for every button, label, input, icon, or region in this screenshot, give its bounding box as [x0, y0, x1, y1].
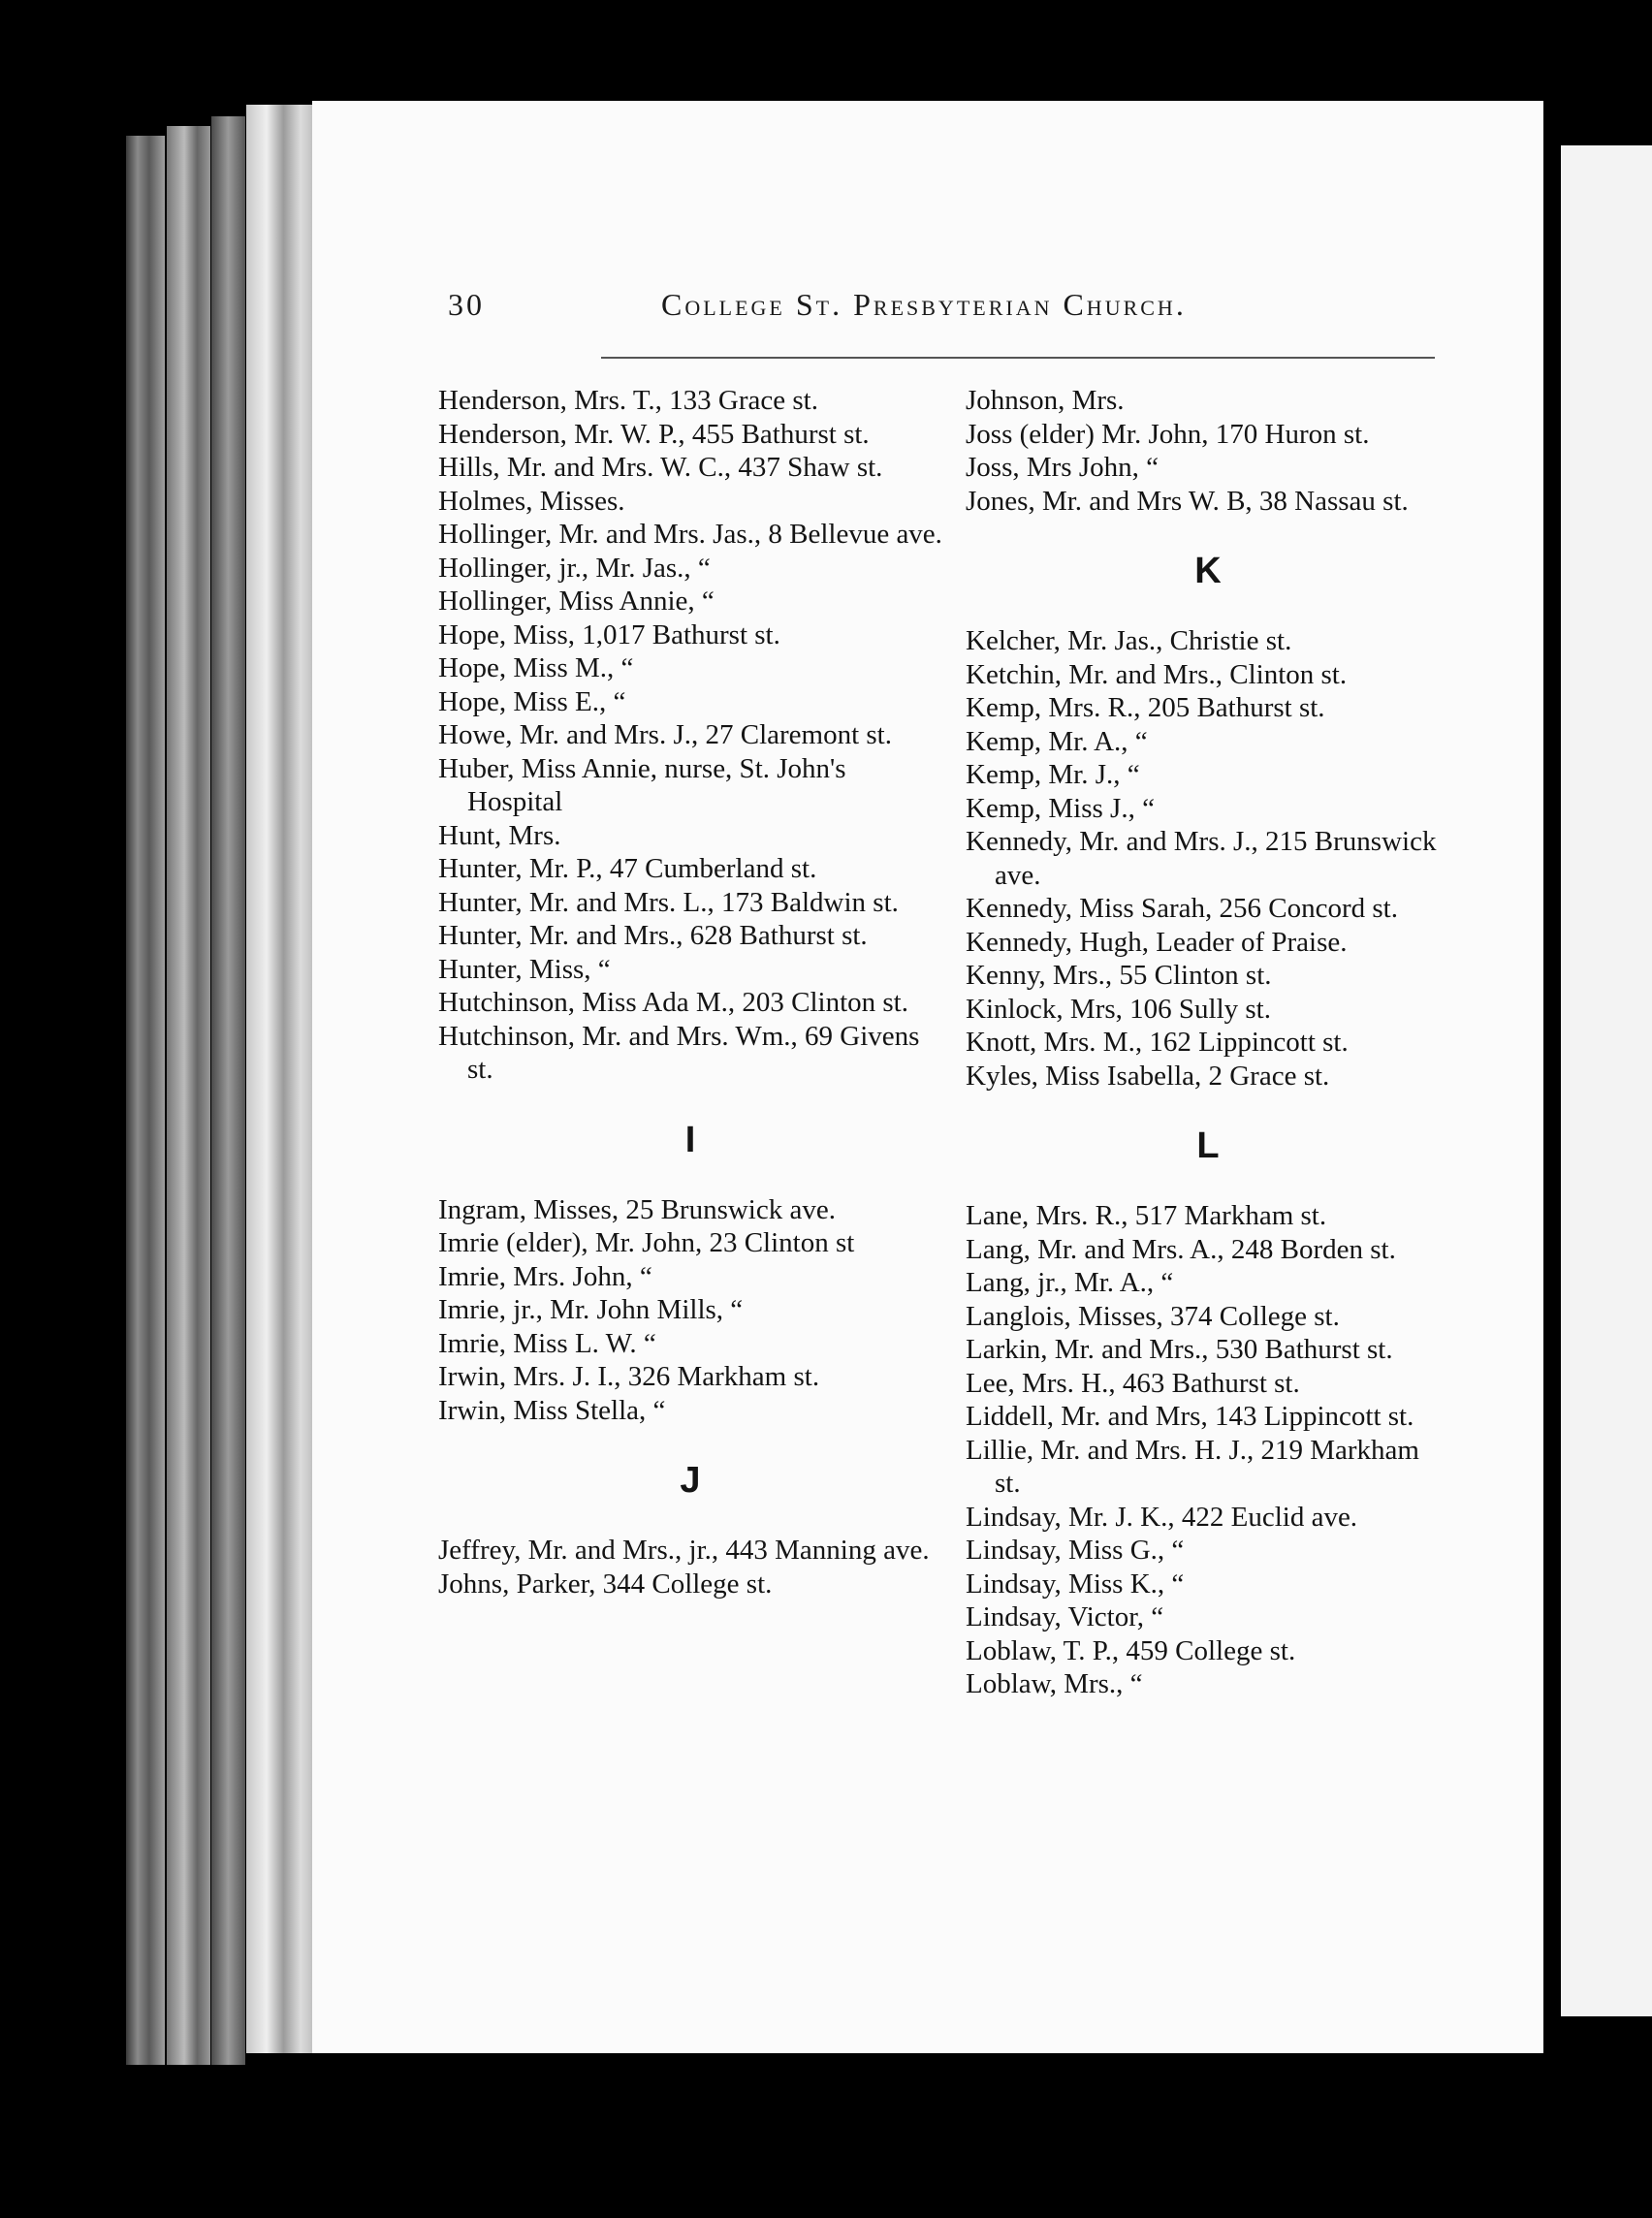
- directory-entry: Huber, Miss Annie, nurse, St. John's Hospital: [438, 752, 846, 817]
- directory-entry: Kinlock, Mrs, 106 Sully st.: [966, 993, 1271, 1025]
- directory-entry: Hollinger, Miss Annie, “: [438, 586, 715, 617]
- directory-entry: Holmes, Misses.: [438, 485, 625, 517]
- directory-entry: Lindsay, Mr. J. K., 422 Euclid ave.: [966, 1501, 1358, 1533]
- directory-entry: Howe, Mr. and Mrs. J., 27 Claremont st.: [438, 719, 892, 750]
- directory-entry: Johns, Parker, 344 College st.: [438, 1568, 773, 1600]
- directory-entry: Loblaw, T. P., 459 College st.: [966, 1634, 1296, 1666]
- directory-entry: Kemp, Mr. J., “: [966, 759, 1140, 790]
- directory-entry: Lindsay, Miss G., “: [966, 1535, 1185, 1566]
- directory-entry: Liddell, Mr. and Mrs, 143 Lippincott st.: [966, 1401, 1414, 1432]
- directory-entry: Hollinger, Mr. and Mrs. Jas., 8 Bellevue ave.: [438, 519, 942, 550]
- directory-entry: Kennedy, Miss Sarah, 256 Concord st.: [966, 893, 1398, 924]
- directory-entry: Irwin, Mrs. J. I., 326 Markham st.: [438, 1361, 820, 1392]
- directory-entry: Lindsay, Miss K., “: [966, 1568, 1185, 1600]
- facing-page-edge: [1561, 145, 1652, 2016]
- directory-entry: Henderson, Mrs. T., 133 Grace st.: [438, 385, 818, 416]
- directory-entry: Hunter, Mr. and Mrs. L., 173 Baldwin st.: [438, 886, 899, 918]
- directory-entry: Hutchinson, Mr. and Mrs. Wm., 69 Givens st.: [438, 1020, 920, 1085]
- section-letter: J: [680, 1460, 701, 1501]
- directory-entry: Henderson, Mr. W. P., 455 Bathurst st.: [438, 418, 870, 450]
- directory-entry: Imrie, Miss L. W. “: [438, 1327, 656, 1359]
- directory-entry: Lindsay, Victor, “: [966, 1601, 1164, 1632]
- directory-entry: Larkin, Mr. and Mrs., 530 Bathurst st.: [966, 1334, 1393, 1365]
- directory-entry: Johnson, Mrs.: [966, 385, 1125, 416]
- header-rule: [601, 357, 1435, 359]
- left-column: [438, 384, 942, 1600]
- directory-entry: Hills, Mr. and Mrs. W. C., 437 Shaw st.: [438, 452, 883, 483]
- directory-entry: Hope, Miss, 1,017 Bathurst st.: [438, 618, 780, 650]
- directory-entry: Kemp, Miss J., “: [966, 792, 1155, 824]
- section-letter: L: [1196, 1125, 1220, 1166]
- page-number: 30: [448, 287, 485, 322]
- directory-entry: Imrie, jr., Mr. John Mills, “: [438, 1294, 744, 1325]
- directory-entry: Hunter, Mr. P., 47 Cumberland st.: [438, 853, 817, 884]
- directory-entry: Lang, Mr. and Mrs. A., 248 Borden st.: [966, 1233, 1396, 1265]
- directory-entry: Hope, Miss M., “: [438, 652, 634, 683]
- directory-entry: Hunter, Mr. and Mrs., 628 Bathurst st.: [438, 920, 868, 951]
- right-column: [966, 384, 1450, 1701]
- page-stack-edge: [246, 105, 314, 2053]
- directory-entry: Hunter, Miss, “: [438, 953, 611, 985]
- directory-entry: Hunt, Mrs.: [438, 819, 561, 851]
- directory-entry: Irwin, Miss Stella, “: [438, 1394, 666, 1426]
- directory-entry: Lang, jr., Mr. A., “: [966, 1267, 1174, 1298]
- section-letter: K: [1194, 551, 1222, 591]
- book-edge: [126, 136, 165, 2065]
- directory-entry: Hutchinson, Miss Ada M., 203 Clinton st.: [438, 987, 908, 1018]
- directory-entry: Hope, Miss E., “: [438, 685, 626, 717]
- directory-entry: Lane, Mrs. R., 517 Markham st.: [966, 1200, 1327, 1231]
- directory-entry: Kelcher, Mr. Jas., Christie st.: [966, 625, 1292, 656]
- directory-entry: Imrie, Mrs. John, “: [438, 1260, 652, 1292]
- directory-entry: Ketchin, Mr. and Mrs., Clinton st.: [966, 658, 1348, 690]
- page-title: College St. Presbyterian Church.: [661, 287, 1187, 322]
- directory-entry: Joss (elder) Mr. John, 170 Huron st.: [966, 418, 1370, 450]
- directory-entry: Loblaw, Mrs., “: [966, 1668, 1143, 1699]
- directory-entry: Kyles, Miss Isabella, 2 Grace st.: [966, 1060, 1330, 1092]
- directory-entry: Langlois, Misses, 374 College st.: [966, 1300, 1340, 1332]
- directory-entry: Imrie (elder), Mr. John, 23 Clinton st: [438, 1227, 855, 1258]
- directory-entry: Jones, Mr. and Mrs W. B, 38 Nassau st.: [966, 485, 1409, 517]
- directory-entry: Jeffrey, Mr. and Mrs., jr., 443 Manning ave.: [438, 1535, 930, 1566]
- section-letter: I: [684, 1119, 696, 1160]
- directory-entry: Kennedy, Hugh, Leader of Praise.: [966, 926, 1348, 958]
- directory-entry: Kenny, Mrs., 55 Clinton st.: [966, 960, 1272, 991]
- directory-entry: Kemp, Mr. A., “: [966, 725, 1148, 757]
- directory-entry: Lee, Mrs. H., 463 Bathurst st.: [966, 1367, 1300, 1399]
- book-edge: [211, 116, 245, 2065]
- book-edge: [167, 126, 210, 2065]
- directory-entry: Ingram, Misses, 25 Brunswick ave.: [438, 1193, 836, 1225]
- directory-entry: Kemp, Mrs. R., 205 Bathurst st.: [966, 692, 1325, 723]
- directory-entry: Lillie, Mr. and Mrs. H. J., 219 Markham st.: [966, 1434, 1419, 1499]
- directory-entry: Hollinger, jr., Mr. Jas., “: [438, 552, 711, 584]
- directory-entry: Knott, Mrs. M., 162 Lippincott st.: [966, 1027, 1349, 1058]
- directory-entry: Kennedy, Mr. and Mrs. J., 215 Brunswick ave.: [966, 826, 1437, 891]
- directory-entry: Joss, Mrs John, “: [966, 452, 1159, 483]
